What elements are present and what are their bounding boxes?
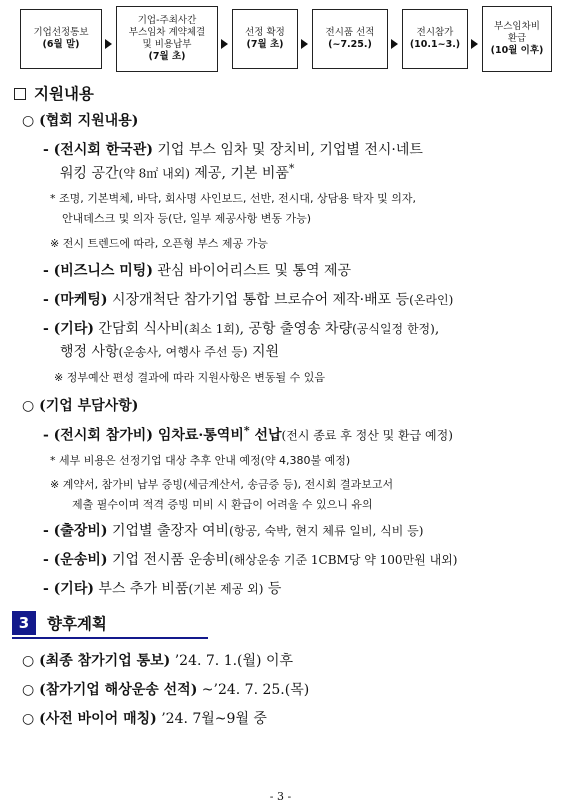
- item-note: (최소 1회): [184, 322, 240, 336]
- item-label: - (기타): [43, 321, 94, 337]
- assoc-support-heading: ○ (협회 지원내용): [22, 113, 139, 129]
- item-note: (운송사, 여행사 주선 등): [118, 345, 248, 359]
- footnote-mark: *: [243, 424, 250, 437]
- item-note: (공식일정 한정): [352, 322, 435, 336]
- item-label: - (운송비): [43, 552, 108, 568]
- item-text: 관심 바이어리스트 및 통역 제공: [152, 263, 352, 279]
- flow-step-selection-notice: [20, 9, 102, 69]
- item-label: ○ (참가기업 해상운송 선적): [22, 682, 198, 698]
- flow-step-contract: [116, 6, 218, 72]
- item-text: 행정 사항: [60, 344, 119, 360]
- flow-step-refund: [482, 6, 552, 72]
- flow-step-label: 전시참가: [416, 27, 454, 38]
- item-text: ’24. 7. 1.(월) 이후: [170, 653, 294, 669]
- item-text: 워킹 공간: [60, 165, 119, 182]
- item-text: 간담회 식사비: [93, 321, 185, 337]
- etc-cost-line: [43, 578, 281, 598]
- footnote-mark: *: [288, 162, 295, 175]
- flow-step-date: (10월 이후): [490, 45, 544, 56]
- arrow-right-icon: [471, 39, 478, 49]
- section-underline: [12, 637, 208, 639]
- flow-step-label: 및 비용납부: [142, 39, 192, 50]
- item-note: (온라인): [409, 293, 454, 307]
- item-text: 기업 부스 임차 및 장치비, 기업별 전시·네트: [152, 142, 423, 158]
- item-text: ~’24. 7. 25.(목): [197, 682, 310, 698]
- item-note: (기본 제공 외): [188, 582, 264, 596]
- item-text: 제공, 기본 비품: [189, 165, 289, 182]
- item-label: ○ (사전 바이어 매칭): [22, 711, 157, 727]
- marketing-line: [43, 289, 453, 309]
- flow-step-participation: [402, 9, 468, 69]
- item-text: 기업별 출장자 여비: [107, 523, 230, 539]
- arrow-right-icon: [391, 39, 398, 49]
- plan-item-shipping: [22, 679, 309, 699]
- item-text: , 공항 출영송 차량: [239, 321, 353, 337]
- item-note: (항공, 숙박, 현지 체류 일비, 식비 등): [229, 524, 424, 538]
- flow-step-label: 환급: [507, 33, 527, 44]
- section-number-badge: 3: [12, 611, 36, 635]
- item-text: ’24. 7월~9월 중: [156, 711, 267, 727]
- note-budget: ※ 정부예산 편성 결과에 따라 지원사항은 변동될 수 있음: [54, 371, 325, 384]
- note-booth-items-2: 안내데스크 및 의자 등(단, 일부 제공사항 변동 가능): [62, 212, 312, 225]
- flow-step-label: 선정 확정: [245, 27, 285, 38]
- travel-cost-line: [43, 520, 423, 540]
- plan-item-final-notice: [22, 650, 293, 670]
- item-note: (해상운송 기준 1CBM당 약 100만원 내외): [229, 553, 458, 567]
- section-title-text: 지원내용: [34, 85, 94, 103]
- flow-step-date: (6월 말): [42, 39, 80, 50]
- page-number: - 3 -: [269, 790, 292, 803]
- arrow-right-icon: [105, 39, 112, 49]
- item-label: ○ (최종 참가기업 통보): [22, 653, 171, 669]
- flow-step-date: (7월 초): [246, 39, 284, 50]
- item-text: 기업 전시품 운송비: [107, 552, 230, 568]
- flow-step-date: (~7.25.): [328, 39, 372, 50]
- company-burden-heading: ○ (기업 부담사항): [22, 398, 139, 414]
- plan-item-buyer-matching: [22, 708, 267, 728]
- note-booth-items-1: * 조명, 기본벽체, 바닥, 회사명 사인보드, 선반, 전시대, 상담용 탁자 및 의자,: [50, 192, 416, 205]
- note-cost-detail: * 세부 비용은 선정기업 대상 추후 안내 예정(약 4,380불 예정): [50, 454, 351, 467]
- item-label: 선납: [249, 427, 282, 444]
- business-meeting-line: [43, 260, 351, 280]
- item-text: 지원: [247, 344, 279, 360]
- section-title-support: [14, 82, 94, 104]
- item-text: 부스 추가 비품: [93, 581, 189, 597]
- flow-step-confirm: [232, 9, 298, 69]
- arrow-right-icon: [221, 39, 228, 49]
- item-label: - (출장비): [43, 523, 108, 539]
- shipping-cost-line: [43, 549, 457, 569]
- note-open-booth: ※ 전시 트렌드에 따라, 오픈형 부스 제공 가능: [50, 237, 268, 250]
- arrow-right-icon: [301, 39, 308, 49]
- item-label: - (기타): [43, 581, 94, 597]
- item-note: (약 8㎡ 내외): [118, 166, 190, 181]
- item-note: (전시 종료 후 정산 및 환급 예정): [281, 428, 453, 443]
- item-label: - (전시회 한국관): [43, 142, 153, 158]
- flow-step-label: 부스임차 계약체결: [128, 27, 206, 38]
- flow-step-date: (7월 초): [148, 51, 186, 62]
- kotra-pavilion-line1: [43, 139, 423, 159]
- flow-step-label: 부스임차비: [494, 21, 540, 32]
- item-text: 시장개척단 참가기업 통합 브로슈어 제작·배포 등: [107, 292, 410, 308]
- kotra-pavilion-line2: [60, 162, 294, 183]
- note-evidence-1: ※ 계약서, 참가비 납부 증빙(세금계산서, 송금증 등), 전시회 결과보고서: [50, 478, 394, 491]
- item-label: - (전시회 참가비) 임차료·통역비: [43, 427, 244, 444]
- section-title-plan: 향후계획: [47, 615, 107, 633]
- flow-step-label: 기업-주최사간: [137, 15, 197, 26]
- participation-fee-line: [43, 424, 453, 445]
- item-label: - (마케팅): [43, 292, 108, 308]
- item-text: 등: [263, 581, 282, 597]
- flow-step-date: (10.1~3.): [409, 39, 461, 50]
- flow-step-shipping: [312, 9, 388, 69]
- etc-support-line2: [60, 341, 279, 361]
- flow-step-label: 기업선정통보: [33, 27, 89, 38]
- item-text: ,: [434, 321, 440, 337]
- checkbox-square-icon: [14, 88, 26, 100]
- flow-step-label: 전시품 선적: [325, 27, 375, 38]
- note-evidence-2: 제출 필수이며 적격 증빙 미비 시 환급이 어려울 수 있으니 유의: [72, 498, 373, 511]
- etc-support-line1: [43, 318, 439, 338]
- process-flow: [6, 4, 556, 76]
- item-label: - (비즈니스 미팅): [43, 263, 153, 279]
